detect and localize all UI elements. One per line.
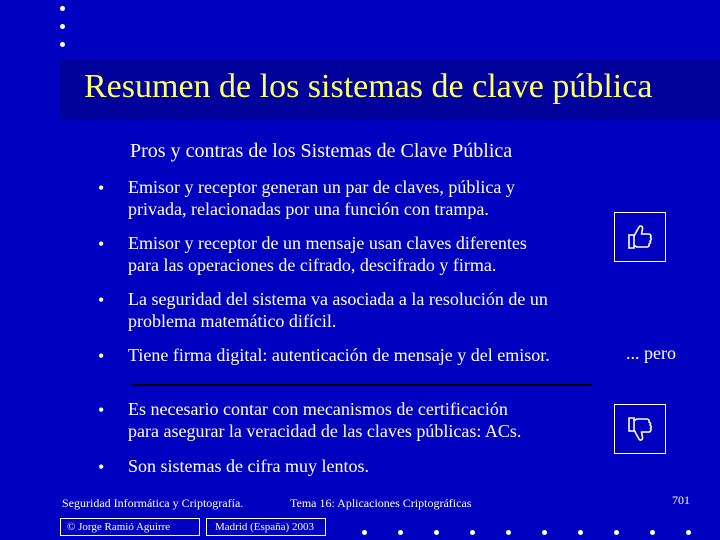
con-box	[614, 404, 666, 454]
list-item-line: Es necesario contar con mecanismos de certificación	[128, 399, 508, 419]
slide-title: Resumen de los sistemas de clave pública	[84, 68, 653, 105]
list-item	[128, 398, 618, 442]
footer-course: Seguridad Informática y Criptografía.	[62, 496, 244, 510]
slide-subtitle: Pros y contras de los Sistemas de Clave Pública	[130, 140, 513, 162]
list-item-line: para las operaciones de cifrado, descifrado y firma.	[128, 255, 497, 275]
footer-topic: Tema 16: Aplicaciones Criptográficas	[290, 496, 472, 510]
footer-place: Madrid (España) 2003	[206, 518, 326, 536]
list-item	[128, 232, 618, 276]
pero-label: ... pero	[626, 343, 676, 363]
list-item-line: Emisor y receptor de un mensaje usan claves diferentes	[128, 233, 527, 253]
list-item	[128, 176, 618, 220]
list-item-line: La seguridad del sistema va asociada a la resolución de un	[128, 289, 548, 309]
list-item	[128, 344, 618, 366]
list-item-line: para asegurar la veracidad de las claves públicas: ACs.	[128, 421, 522, 441]
bullet-marker: •	[98, 178, 105, 198]
bullet-marker: •	[98, 400, 105, 420]
list-item-line: Tiene firma digital: autenticación de mensaje y del emisor.	[128, 345, 550, 365]
page-number: 701	[672, 493, 690, 507]
list-item-line: Son sistemas de cifra muy lentos.	[128, 456, 369, 476]
list-item	[128, 455, 618, 477]
footer-author: © Jorge Ramió Aguirre	[60, 518, 200, 536]
thumbs-down-icon	[625, 415, 655, 443]
bullet-marker: •	[98, 234, 105, 254]
bullet-marker: •	[98, 346, 105, 366]
divider-rule	[132, 384, 592, 386]
bullet-marker: •	[98, 290, 105, 310]
pro-box	[614, 212, 666, 262]
list-item	[128, 288, 618, 332]
list-item-line: privada, relacionadas por una función con trampa.	[128, 199, 489, 219]
list-item-line: Emisor y receptor generan un par de claves, pública y	[128, 177, 515, 197]
thumbs-up-icon	[625, 223, 655, 251]
bullet-marker: •	[98, 457, 105, 477]
list-item-line: problema matemático difícil.	[128, 311, 337, 331]
